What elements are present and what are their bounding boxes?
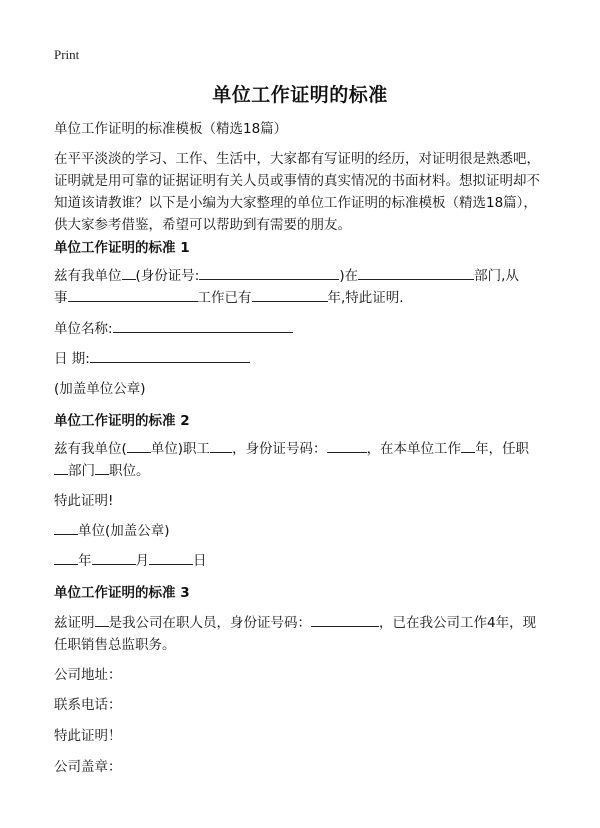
section3-line1 — [54, 612, 550, 634]
section2-text: ，在本单位工作 — [366, 441, 462, 457]
section1-line1 — [54, 265, 550, 287]
section2-seal: 单位(加盖公章) — [78, 523, 170, 539]
section2-certify: 特此证明! — [54, 493, 114, 509]
print-link[interactable]: Print — [54, 47, 80, 62]
blank-field — [210, 438, 232, 453]
blank-field — [54, 520, 78, 535]
unit-name-label: 单位名称: — [54, 321, 113, 337]
blank-field — [54, 550, 78, 565]
year-label: 年 — [78, 553, 92, 569]
section3-text: 兹证明 — [54, 615, 95, 631]
doc-subtitle: 单位工作证明的标准模板（精选18篇） — [54, 121, 288, 137]
blank-field — [358, 265, 474, 280]
section1-text: )在 — [339, 268, 359, 284]
section2-text: 单位)职工 — [150, 441, 211, 457]
month-label: 月 — [135, 553, 149, 569]
intro-paragraph: 在平平淡淡的学习、工作、生活中，大家都有写证明的经历，对证明很是熟悉吧，证明就是用可靠的证据证明有关人员或事情的真实情况的书面材料。想拟证明却不知道该请教谁？以下是小编为大家整理的单位工作证明的标准模板（精选18篇），供大家参考借鉴，希望可以帮助到有需要的朋友。 — [54, 151, 540, 233]
section2-text: 年，任职 — [475, 441, 530, 457]
section2-date-line — [54, 550, 550, 572]
section2-seal-line — [54, 520, 550, 542]
day-label: 日 — [193, 553, 207, 569]
section1-text: 兹有我单位 — [54, 268, 122, 284]
section1-heading: 单位工作证明的标准 1 — [54, 240, 190, 256]
section3-line2: 任职销售总监职务。 — [54, 637, 176, 653]
section1-text: 部门,从 — [474, 268, 519, 284]
blank-field — [127, 438, 151, 453]
section3-certify: 特此证明！ — [54, 728, 122, 744]
blank-field — [95, 460, 109, 475]
section1-text: (身份证号: — [135, 268, 200, 284]
blank-field — [54, 460, 68, 475]
section3-text: ，已在我公司工作4年，现 — [379, 615, 537, 631]
blank-field — [252, 287, 328, 302]
blank-field — [68, 287, 198, 302]
blank-field — [95, 612, 109, 627]
blank-field — [113, 318, 293, 333]
blank-field — [327, 438, 367, 453]
section2-line2 — [54, 460, 550, 482]
section2-text: 职位。 — [109, 463, 150, 479]
date-label: 日 期: — [54, 351, 90, 367]
unit-name-line — [54, 318, 550, 340]
blank-field — [149, 550, 193, 565]
page-title: 单位工作证明的标准 — [212, 84, 388, 106]
blank-field — [461, 438, 475, 453]
section1-line2 — [54, 287, 550, 309]
section3-heading: 单位工作证明的标准 3 — [54, 585, 190, 601]
section2-text: 兹有我单位( — [54, 441, 127, 457]
blank-field — [199, 265, 339, 280]
section2-line1 — [54, 438, 550, 460]
blank-field — [92, 550, 136, 565]
seal-note: (加盖单位公章) — [54, 381, 146, 397]
blank-field — [122, 265, 136, 280]
section2-text: ，身份证号码： — [232, 441, 327, 457]
section2-heading: 单位工作证明的标准 2 — [54, 413, 190, 429]
company-address-label: 公司地址： — [54, 667, 122, 683]
blank-field — [90, 348, 250, 363]
date-line — [54, 348, 550, 370]
section3-text: 是我公司在职人员，身份证号码： — [108, 615, 311, 631]
blank-field — [311, 612, 379, 627]
section1-text: 年,特此证明. — [327, 290, 404, 306]
contact-phone-label: 联系电话： — [54, 697, 122, 713]
section2-text: 部门 — [68, 463, 95, 479]
section1-text: 事 — [54, 290, 68, 306]
section1-text: 工作已有 — [197, 290, 252, 306]
company-seal-label: 公司盖章： — [54, 759, 122, 775]
